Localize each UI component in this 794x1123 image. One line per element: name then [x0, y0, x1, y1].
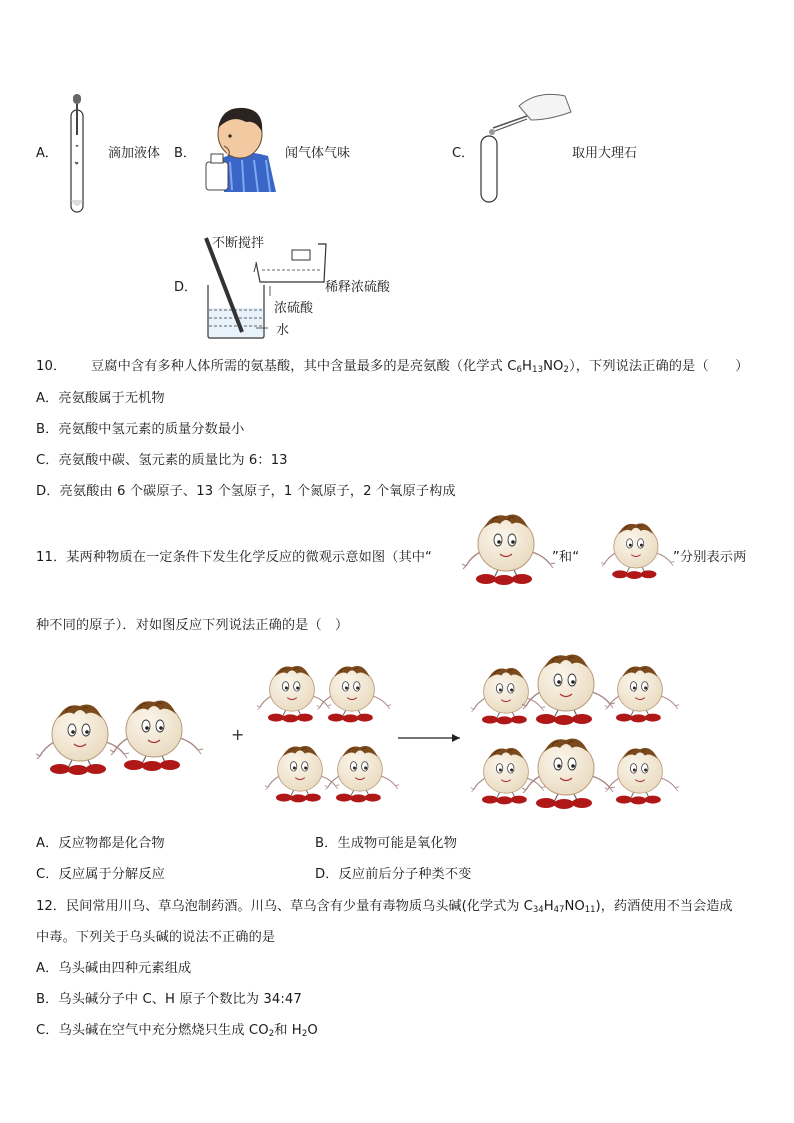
question-12-stem-b: 中毒。下列关于乌头碱的说法不正确的是: [36, 930, 276, 945]
option-b-caption: 闻气体气味: [285, 146, 351, 161]
question-11-stem-a: 11．某两种物质在一定条件下发生化学反应的微观示意如图（其中“: [36, 550, 432, 565]
question-11-stem-mid: ”和“: [552, 550, 580, 565]
label-water: 水: [276, 323, 290, 338]
q10-option-c: C．亮氨酸中碳、氢元素的质量比为 6：13: [36, 453, 288, 468]
atom-type-1-legend: [458, 512, 553, 587]
q11-option-c: C．反应属于分解反应: [36, 867, 165, 882]
label-stir: 不断搅拌: [212, 236, 265, 251]
product-molecule-1-right: [605, 666, 679, 722]
tweezers-test-tube-illustration: [475, 86, 575, 206]
option-a-caption: 滴加液体: [108, 146, 161, 161]
question-12-stem-a: 12．民间常用川乌、草乌泡制药酒。川乌、草乌含有少量有毒物质乌头碱(化学式为 $C_{34}H_{47}NO_{11}$)，药酒使用不当会造成: [36, 899, 733, 915]
reactant-molecule-2a-atom2: [317, 666, 391, 722]
reactant-molecule-2b-atom2: [325, 746, 399, 802]
boy-smelling-gas-illustration: [202, 100, 282, 195]
product-molecule-1-center: [522, 655, 615, 726]
option-c-caption: 取用大理石: [572, 146, 638, 161]
q12-option-b: B．乌头碱分子中 C、H 原子个数比为 34:47: [36, 992, 302, 1007]
q10-option-b: B．亮氨酸中氢元素的质量分数最小: [36, 422, 245, 437]
question-11-stem-c: 种不同的原子）．对如图反应下列说法正确的是（ ）: [36, 618, 349, 633]
question-11-stem-b: ”分别表示两: [673, 550, 747, 565]
q12-option-c: C．乌头碱在空气中充分燃烧只生成 $CO_2$和 $H_2O$: [36, 1023, 318, 1039]
product-molecule-2-right: [605, 748, 679, 804]
option-c-letter: C．: [452, 146, 475, 161]
atom-type-2-legend: [598, 520, 673, 582]
q11-option-a: A．反应物都是化合物: [36, 836, 165, 851]
product-molecule-2-center: [522, 739, 615, 810]
option-d-letter: D．: [174, 280, 198, 295]
question-10-stem: 10． 豆腐中含有多种人体所需的氨基酸，其中含量最多的是亮氨酸（化学式 $C_6H_{13}NO_2$），下列说法正确的是（ ）: [36, 359, 749, 375]
product-molecule-2-left: [471, 748, 545, 804]
reactant-molecule-2a: [257, 666, 331, 722]
option-a-letter: A．: [36, 146, 58, 161]
option-b-letter: B．: [174, 146, 196, 161]
q10-option-d: D．亮氨酸由 6 个碳原子、13 个氢原子，1 个氮原子，2 个氧原子构成: [36, 484, 456, 499]
q11-option-d: D．反应前后分子种类不变: [315, 867, 472, 882]
reactant-molecule-1: [36, 705, 129, 776]
dropper-test-tube-illustration: [62, 90, 92, 215]
reactant-molecule-2b: [265, 746, 339, 802]
q11-option-b: B．生成物可能是氧化物: [315, 836, 458, 851]
reactant-molecule-1-atom2: [110, 701, 203, 772]
plus-sign: +: [231, 725, 245, 744]
q12-option-a: A．乌头碱由四种元素组成: [36, 961, 192, 976]
label-concentrated-acid: 浓硫酸: [274, 301, 314, 316]
q10-option-a: A．亮氨酸属于无机物: [36, 391, 165, 406]
reaction-diagram: [36, 640, 716, 820]
label-dilute: 稀释浓硫酸: [325, 280, 391, 295]
